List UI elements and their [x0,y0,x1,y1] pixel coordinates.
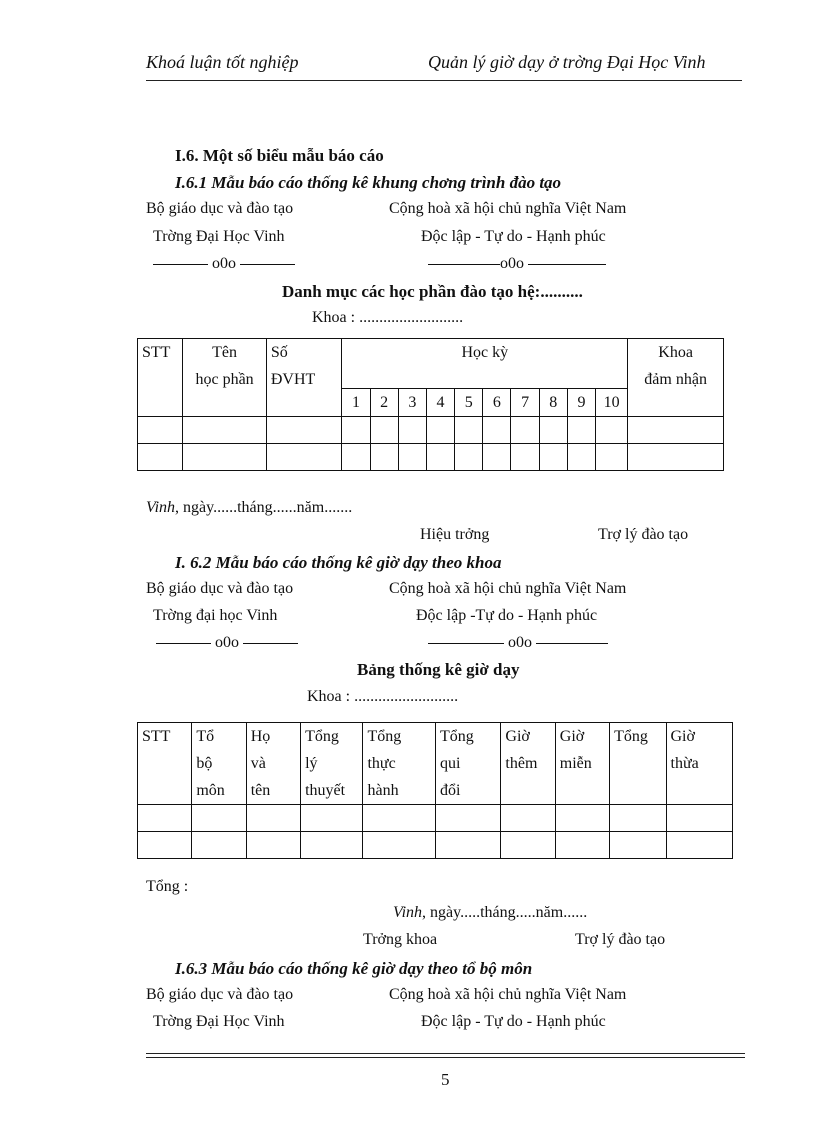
form2-sign-right: Trợ lý đào tạo [575,931,666,948]
form2-date-line: Vinh, ngày.....tháng.....năm...... [393,904,588,921]
motto-label: Độc lập - Tự do - Hạnh phúc [421,1013,606,1030]
form1-sign-right: Trợ lý đào tạo [598,526,689,543]
column-header: Giờ thừa [666,723,733,805]
republic-label: Cộng hoà xã hội chủ nghĩa Việt Nam [389,200,627,217]
column-header: Tổng [610,723,666,805]
semester-cell: 10 [596,389,628,417]
page-number: 5 [441,1070,450,1089]
form1-date-line: Vinh, ngày......tháng......năm....... [146,499,353,516]
semester-cell: 2 [370,389,398,417]
semester-cell: 4 [426,389,454,417]
column-header: Họ và tên [246,723,300,805]
semester-cell: 8 [539,389,567,417]
semester-cell: 7 [511,389,539,417]
ornament-left: o0o [153,255,295,273]
table-row [138,805,733,832]
table-row [138,417,724,444]
semester-cell: 5 [455,389,483,417]
motto-label: Độc lập - Tự do - Hạnh phúc [421,228,606,245]
col-ten-hoc-phan: Tên học phần [183,339,267,417]
curriculum-table [137,338,724,471]
form2-total-label: Tổng : [146,878,189,895]
semester-cell: 6 [483,389,511,417]
ministry-label: Bộ giáo dục và đào tạo [146,986,294,1003]
table-row [138,832,733,859]
form1-sign-left: Hiệu trởng [420,526,490,543]
semester-cell: 9 [567,389,595,417]
footer-rule [146,1057,745,1058]
form2-khoa-line: Khoa : .......................... [307,688,459,705]
column-header: Tổng lý thuyết [301,723,363,805]
teaching-hours-table [137,722,733,859]
header-left-title: Khoá luận tốt nghiệp [146,52,299,72]
column-header: Tổ bộ môn [192,723,246,805]
subsection-1-title: I.6.1 Mẫu báo cáo thống kê khung chơng trình đào tạo [175,173,562,192]
section-title: I.6. Một số biểu mẫu báo cáo [175,146,384,165]
form1-khoa-line: Khoa : .......................... [312,309,464,326]
subsection-3-title: I.6.3 Mẫu báo cáo thống kê giờ dạy theo tổ bộ môn [175,959,533,978]
column-header: Tổng thực hành [363,723,435,805]
header-right-title: Quản lý giờ dạy ở trờng Đại Học Vinh [428,52,706,72]
ministry-label: Bộ giáo dục và đào tạo [146,580,294,597]
republic-label: Cộng hoà xã hội chủ nghĩa Việt Nam [389,986,627,1003]
col-so-dvht: Số ĐVHT [266,339,342,417]
semester-cell: 1 [342,389,370,417]
ornament-right: o0o [428,634,608,652]
school-label: Trờng đại học Vinh [153,607,278,624]
column-header: Tổng qui đổi [435,723,500,805]
col-hoc-ky: Học kỳ [342,339,628,389]
footer-rule [146,1053,745,1054]
table-header-row [138,723,733,805]
republic-label: Cộng hoà xã hội chủ nghĩa Việt Nam [389,580,627,597]
school-label: Trờng Đại Học Vinh [153,228,285,245]
motto-label: Độc lập -Tự do - Hạnh phúc [416,607,598,624]
col-stt: STT [138,339,183,417]
col-khoa-dam-nhan: Khoa đảm nhận [628,339,724,417]
subsection-2-title: I. 6.2 Mẫu báo cáo thống kê giờ dạy theo khoa [175,553,502,572]
semester-cell: 3 [398,389,426,417]
form1-title: Danh mục các học phần đào tạo hệ:.......... [282,282,583,301]
form2-title: Bảng thống kê giờ dạy [357,660,520,679]
column-header: STT [138,723,192,805]
school-label: Trờng Đại Học Vinh [153,1013,285,1030]
column-header: Giờ miễn [555,723,609,805]
column-header: Giờ thêm [501,723,555,805]
ornament-right: o0o [428,255,606,273]
header-rule [146,80,742,81]
form2-sign-left: Trởng khoa [363,931,438,948]
ornament-left: o0o [156,634,298,652]
table-row [138,444,724,471]
ministry-label: Bộ giáo dục và đào tạo [146,200,294,217]
